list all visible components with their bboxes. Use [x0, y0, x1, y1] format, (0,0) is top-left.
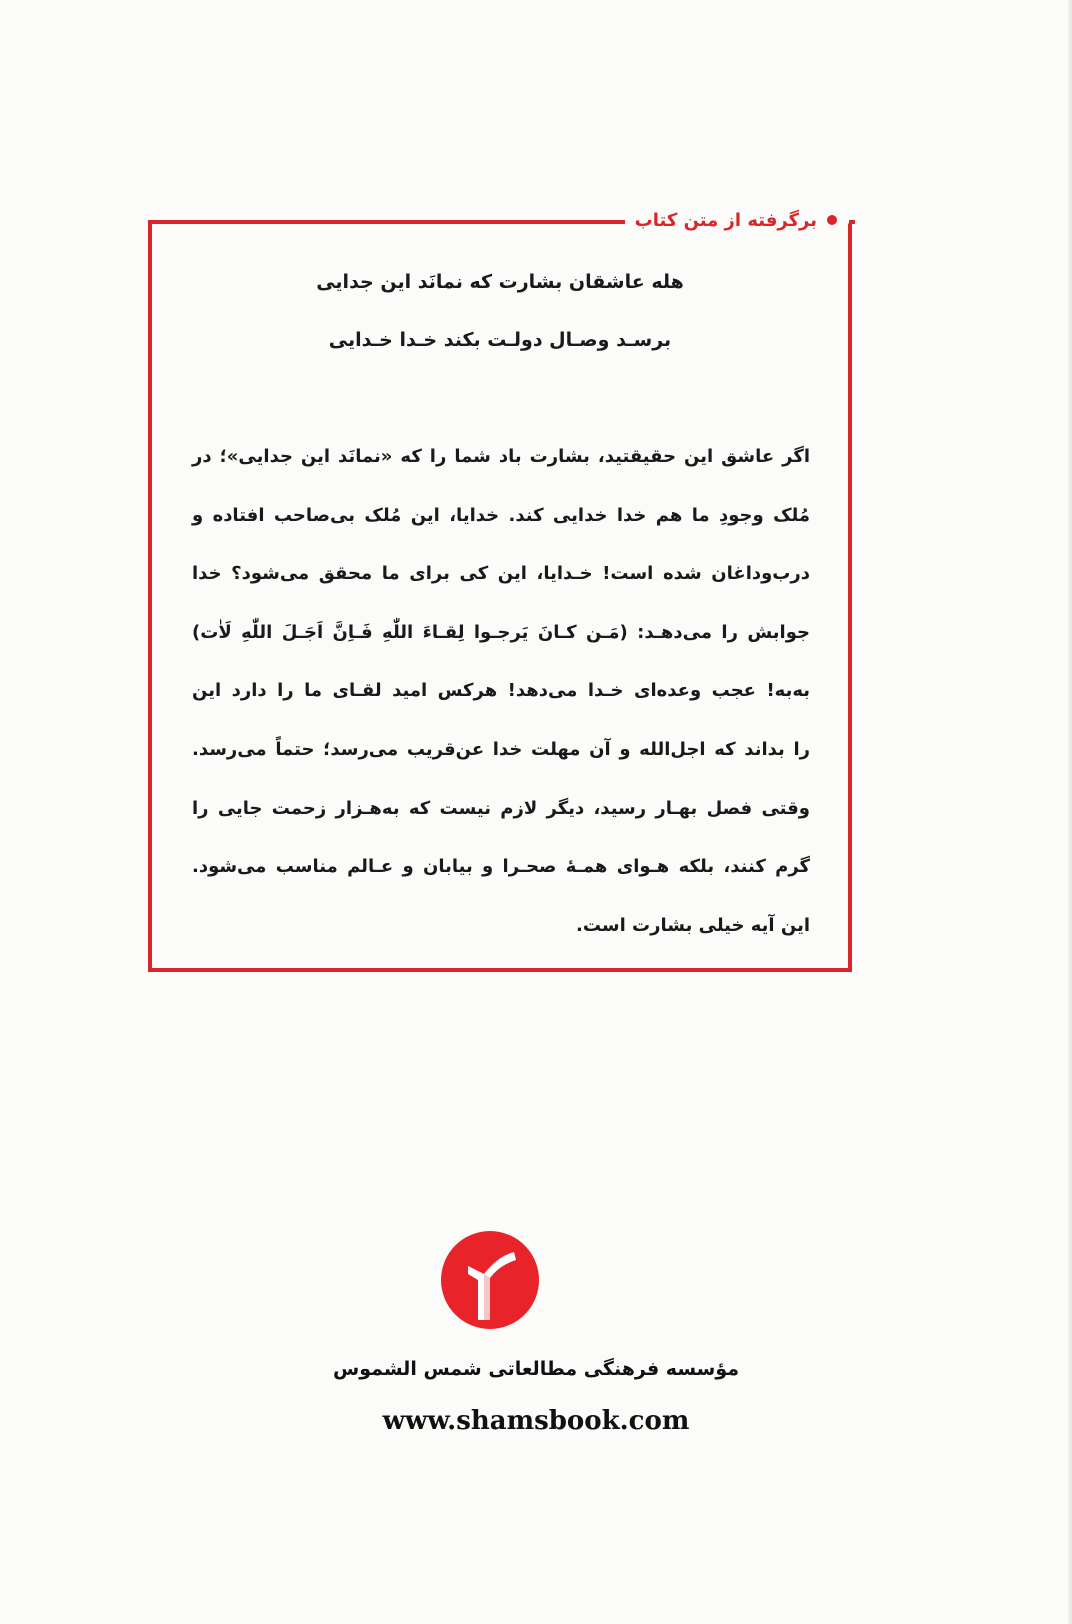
excerpt-heading	[625, 204, 847, 236]
poem-couplet	[190, 268, 810, 354]
excerpt-frame-top-rule-right	[849, 220, 855, 224]
excerpt-body	[192, 442, 810, 969]
poem-line: برسـد وصـال دولـت بکند خـدا خـدایی	[328, 329, 672, 351]
body-line: این آیه خیلی بشارت است.	[576, 914, 810, 936]
excerpt-heading-label: برگرفته از متن کتاب	[634, 209, 817, 231]
publisher-url[interactable]: www.shamsbook.com	[382, 1406, 690, 1436]
body-line: جوابش را می‌دهـد: (مَـن کـانَ یَرجـوا لِقـاءَ اللّٰهِ فَـاِنَّ اَجَـلَ اللّٰهِ لَاٰت)	[192, 621, 810, 643]
body-line: به‌به! عجب وعده‌ای خـدا می‌دهد! هرکس امید لقـای ما را دارد این	[192, 680, 810, 702]
body-line: درب‌وداغان شده است! خـدایا، این کی برای ما محقق می‌شود؟ خدا	[192, 563, 810, 585]
body-line: اگر عاشق این حقیقتید، بشارت باد شما را که «نمانَد این جدایی»؛ در	[192, 446, 810, 467]
body-line: را بداند که اجل‌الله و آن مهلت خدا عن‌قریب می‌رسد؛ حتماً می‌رسد.	[192, 738, 810, 760]
publisher-name: مؤسسه فرهنگی مطالعاتی شمس الشموس	[332, 1358, 740, 1380]
publisher-logo-icon	[440, 1230, 540, 1330]
excerpt-frame-top-rule	[148, 220, 673, 224]
page-edge	[1068, 0, 1072, 1624]
body-line: وقتی فصل بهـار رسید، دیگر لازم نیست که به‌هـزار زحمت جایی را	[192, 797, 810, 819]
poem-line: هله عاشقان بشارت که نمانَد این جدایی	[316, 271, 684, 293]
body-line: گرم کنند، بلکه هـوای همـۀ صحـرا و بیابان و عـالم مناسب می‌شود.	[192, 856, 810, 878]
bullet-dot-icon	[827, 215, 837, 225]
body-line: مُلک وجودِ ما هم خدا خدایی کند. خدایا، این مُلک بی‌صاحب افتاده و	[192, 504, 810, 526]
